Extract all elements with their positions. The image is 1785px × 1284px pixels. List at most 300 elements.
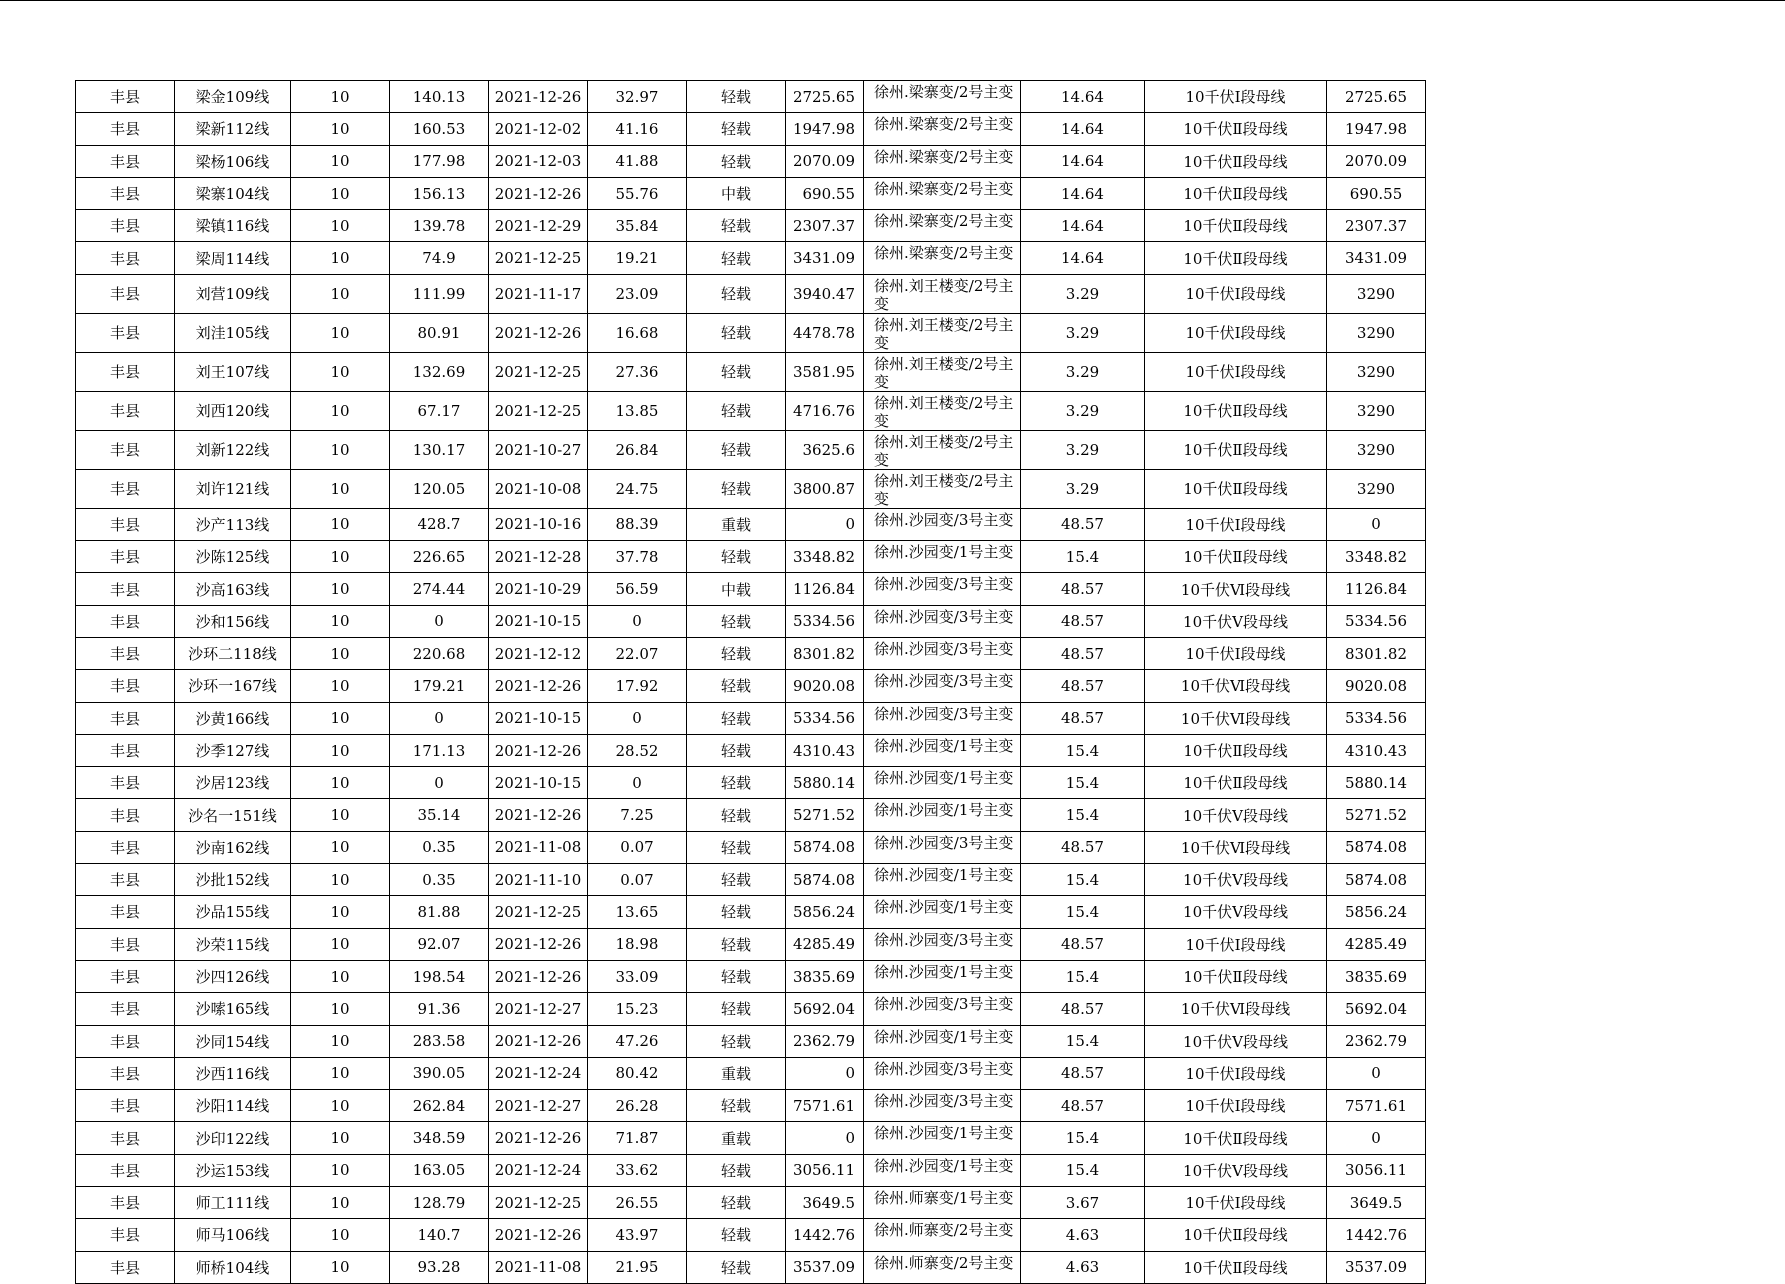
transformer-value-cell: 4.63 (1021, 1251, 1145, 1283)
voltage-cell: 10 (291, 391, 390, 430)
date-cell: 2021-10-15 (489, 767, 588, 799)
load-cell: 80.91 (390, 313, 489, 352)
load-status-cell: 轻载 (687, 145, 786, 177)
substation-cell: 徐州.沙园变/3号主变 (864, 605, 1021, 637)
load-status-cell: 轻载 (687, 242, 786, 274)
substation-cell: 徐州.沙园变/3号主变 (864, 1090, 1021, 1122)
load-status-cell: 轻载 (687, 274, 786, 313)
voltage-cell: 10 (291, 1154, 390, 1186)
capacity-cell: 690.55 (1327, 177, 1426, 209)
feeder-name-cell: 刘洼105线 (175, 313, 291, 352)
busbar-cell: 10千伏Ⅴ段母线 (1145, 1154, 1327, 1186)
voltage-cell: 10 (291, 430, 390, 469)
county-cell: 丰县 (76, 313, 175, 352)
transformer-value-cell: 14.64 (1021, 81, 1145, 113)
date-cell: 2021-12-26 (489, 1025, 588, 1057)
margin-cell: 5874.08 (786, 864, 864, 896)
feeder-name-cell: 沙和156线 (175, 605, 291, 637)
substation-cell: 徐州.师寨变/2号主变 (864, 1251, 1021, 1283)
feeder-name-cell: 梁金109线 (175, 81, 291, 113)
load-cell: 93.28 (390, 1251, 489, 1283)
table-row (76, 313, 1426, 352)
transformer-value-cell: 48.57 (1021, 928, 1145, 960)
feeder-name-cell: 沙印122线 (175, 1122, 291, 1154)
load-cell: 81.88 (390, 896, 489, 928)
transformer-value-cell: 48.57 (1021, 605, 1145, 637)
table-row (76, 242, 1426, 274)
capacity-cell: 5874.08 (1327, 831, 1426, 863)
load-rate-cell: 27.36 (588, 352, 687, 391)
voltage-cell: 10 (291, 469, 390, 508)
capacity-cell: 0 (1327, 1057, 1426, 1089)
county-cell: 丰县 (76, 767, 175, 799)
date-cell: 2021-12-26 (489, 960, 588, 992)
date-cell: 2021-10-15 (489, 702, 588, 734)
busbar-cell: 10千伏Ⅴ段母线 (1145, 864, 1327, 896)
voltage-cell: 10 (291, 352, 390, 391)
margin-cell: 3625.6 (786, 430, 864, 469)
load-status-cell: 轻载 (687, 928, 786, 960)
load-rate-cell: 47.26 (588, 1025, 687, 1057)
voltage-cell: 10 (291, 1025, 390, 1057)
date-cell: 2021-10-08 (489, 469, 588, 508)
margin-cell: 1126.84 (786, 573, 864, 605)
capacity-cell: 3290 (1327, 313, 1426, 352)
county-cell: 丰县 (76, 210, 175, 242)
transformer-value-cell: 48.57 (1021, 1090, 1145, 1122)
transformer-value-cell: 3.29 (1021, 274, 1145, 313)
margin-cell: 2070.09 (786, 145, 864, 177)
transformer-value-cell: 48.57 (1021, 670, 1145, 702)
capacity-cell: 2362.79 (1327, 1025, 1426, 1057)
feeder-name-cell: 沙环一167线 (175, 670, 291, 702)
substation-cell: 徐州.沙园变/1号主变 (864, 896, 1021, 928)
voltage-cell: 10 (291, 702, 390, 734)
table-row (76, 960, 1426, 992)
load-status-cell: 轻载 (687, 799, 786, 831)
county-cell: 丰县 (76, 177, 175, 209)
load-rate-cell: 43.97 (588, 1219, 687, 1251)
substation-cell: 徐州.沙园变/1号主变 (864, 960, 1021, 992)
transformer-value-cell: 3.67 (1021, 1187, 1145, 1219)
feeder-name-cell: 刘营109线 (175, 274, 291, 313)
load-status-cell: 轻载 (687, 864, 786, 896)
county-cell: 丰县 (76, 637, 175, 669)
county-cell: 丰县 (76, 702, 175, 734)
margin-cell: 5874.08 (786, 831, 864, 863)
substation-cell: 徐州.沙园变/1号主变 (864, 734, 1021, 766)
voltage-cell: 10 (291, 928, 390, 960)
load-cell: 262.84 (390, 1090, 489, 1122)
capacity-cell: 3290 (1327, 430, 1426, 469)
county-cell: 丰县 (76, 831, 175, 863)
transformer-value-cell: 48.57 (1021, 993, 1145, 1025)
transformer-value-cell: 14.64 (1021, 177, 1145, 209)
feeder-name-cell: 刘西120线 (175, 391, 291, 430)
feeder-name-cell: 刘新122线 (175, 430, 291, 469)
capacity-cell: 5271.52 (1327, 799, 1426, 831)
load-rate-cell: 35.84 (588, 210, 687, 242)
feeder-name-cell: 梁新112线 (175, 113, 291, 145)
date-cell: 2021-11-17 (489, 274, 588, 313)
feeder-name-cell: 梁镇116线 (175, 210, 291, 242)
load-cell: 140.7 (390, 1219, 489, 1251)
date-cell: 2021-12-03 (489, 145, 588, 177)
transformer-value-cell: 15.4 (1021, 541, 1145, 573)
busbar-cell: 10千伏Ⅱ段母线 (1145, 767, 1327, 799)
load-status-cell: 轻载 (687, 896, 786, 928)
margin-cell: 1442.76 (786, 1219, 864, 1251)
transformer-value-cell: 15.4 (1021, 864, 1145, 896)
load-rate-cell: 16.68 (588, 313, 687, 352)
load-rate-cell: 33.09 (588, 960, 687, 992)
voltage-cell: 10 (291, 1187, 390, 1219)
busbar-cell: 10千伏Ⅴ段母线 (1145, 896, 1327, 928)
load-cell: 92.07 (390, 928, 489, 960)
date-cell: 2021-12-12 (489, 637, 588, 669)
load-cell: 198.54 (390, 960, 489, 992)
load-cell: 0 (390, 767, 489, 799)
table-row (76, 81, 1426, 113)
table-row (76, 145, 1426, 177)
load-status-cell: 轻载 (687, 81, 786, 113)
date-cell: 2021-11-08 (489, 1251, 588, 1283)
table-row (76, 469, 1426, 508)
busbar-cell: 10千伏Ⅰ段母线 (1145, 352, 1327, 391)
load-rate-cell: 56.59 (588, 573, 687, 605)
load-cell: 74.9 (390, 242, 489, 274)
table-row (76, 508, 1426, 540)
transformer-value-cell: 15.4 (1021, 734, 1145, 766)
load-cell: 67.17 (390, 391, 489, 430)
margin-cell: 4310.43 (786, 734, 864, 766)
capacity-cell: 2725.65 (1327, 81, 1426, 113)
busbar-cell: 10千伏Ⅱ段母线 (1145, 469, 1327, 508)
capacity-cell: 2070.09 (1327, 145, 1426, 177)
busbar-cell: 10千伏Ⅰ段母线 (1145, 637, 1327, 669)
transformer-value-cell: 3.29 (1021, 313, 1145, 352)
margin-cell: 1947.98 (786, 113, 864, 145)
load-status-cell: 轻载 (687, 210, 786, 242)
load-status-cell: 轻载 (687, 430, 786, 469)
capacity-cell: 5856.24 (1327, 896, 1426, 928)
date-cell: 2021-10-15 (489, 605, 588, 637)
feeder-name-cell: 刘王107线 (175, 352, 291, 391)
date-cell: 2021-12-28 (489, 541, 588, 573)
load-cell: 226.65 (390, 541, 489, 573)
busbar-cell: 10千伏Ⅱ段母线 (1145, 1251, 1327, 1283)
table-row (76, 702, 1426, 734)
capacity-cell: 3431.09 (1327, 242, 1426, 274)
load-cell: 171.13 (390, 734, 489, 766)
margin-cell: 3835.69 (786, 960, 864, 992)
date-cell: 2021-12-26 (489, 670, 588, 702)
margin-cell: 3348.82 (786, 541, 864, 573)
capacity-cell: 5874.08 (1327, 864, 1426, 896)
load-rate-cell: 71.87 (588, 1122, 687, 1154)
capacity-cell: 4285.49 (1327, 928, 1426, 960)
capacity-cell: 3835.69 (1327, 960, 1426, 992)
busbar-cell: 10千伏Ⅰ段母线 (1145, 274, 1327, 313)
busbar-cell: 10千伏Ⅱ段母线 (1145, 960, 1327, 992)
date-cell: 2021-12-24 (489, 1154, 588, 1186)
margin-cell: 3800.87 (786, 469, 864, 508)
county-cell: 丰县 (76, 1219, 175, 1251)
county-cell: 丰县 (76, 352, 175, 391)
load-status-cell: 重载 (687, 1122, 786, 1154)
busbar-cell: 10千伏Ⅰ段母线 (1145, 313, 1327, 352)
capacity-cell: 5692.04 (1327, 993, 1426, 1025)
substation-cell: 徐州.刘王楼变/2号主变 (864, 391, 1021, 430)
busbar-cell: 10千伏Ⅴ段母线 (1145, 1025, 1327, 1057)
table-row (76, 573, 1426, 605)
voltage-cell: 10 (291, 508, 390, 540)
county-cell: 丰县 (76, 145, 175, 177)
county-cell: 丰县 (76, 993, 175, 1025)
margin-cell: 5692.04 (786, 993, 864, 1025)
table-row (76, 1187, 1426, 1219)
table-row (76, 352, 1426, 391)
transformer-value-cell: 48.57 (1021, 831, 1145, 863)
county-cell: 丰县 (76, 960, 175, 992)
load-cell: 160.53 (390, 113, 489, 145)
table-row (76, 1090, 1426, 1122)
date-cell: 2021-10-29 (489, 573, 588, 605)
load-cell: 163.05 (390, 1154, 489, 1186)
margin-cell: 2362.79 (786, 1025, 864, 1057)
feeder-name-cell: 沙南162线 (175, 831, 291, 863)
transformer-value-cell: 15.4 (1021, 960, 1145, 992)
date-cell: 2021-12-26 (489, 928, 588, 960)
substation-cell: 徐州.梁寨变/2号主变 (864, 177, 1021, 209)
load-cell: 140.13 (390, 81, 489, 113)
load-rate-cell: 0.07 (588, 831, 687, 863)
feeder-name-cell: 沙同154线 (175, 1025, 291, 1057)
substation-cell: 徐州.沙园变/1号主变 (864, 864, 1021, 896)
capacity-cell: 0 (1327, 508, 1426, 540)
load-rate-cell: 32.97 (588, 81, 687, 113)
load-rate-cell: 19.21 (588, 242, 687, 274)
substation-cell: 徐州.梁寨变/2号主变 (864, 242, 1021, 274)
date-cell: 2021-12-26 (489, 81, 588, 113)
voltage-cell: 10 (291, 1122, 390, 1154)
load-status-cell: 轻载 (687, 637, 786, 669)
busbar-cell: 10千伏Ⅱ段母线 (1145, 1219, 1327, 1251)
feeder-name-cell: 梁周114线 (175, 242, 291, 274)
table-row (76, 767, 1426, 799)
table-row (76, 670, 1426, 702)
transformer-value-cell: 48.57 (1021, 702, 1145, 734)
voltage-cell: 10 (291, 670, 390, 702)
transformer-value-cell: 14.64 (1021, 113, 1145, 145)
voltage-cell: 10 (291, 1251, 390, 1283)
load-status-cell: 轻载 (687, 960, 786, 992)
load-cell: 91.36 (390, 993, 489, 1025)
load-status-cell: 轻载 (687, 313, 786, 352)
substation-cell: 徐州.刘王楼变/2号主变 (864, 469, 1021, 508)
table-row (76, 605, 1426, 637)
table-row (76, 1057, 1426, 1089)
feeder-name-cell: 沙环二118线 (175, 637, 291, 669)
load-rate-cell: 80.42 (588, 1057, 687, 1089)
load-cell: 390.05 (390, 1057, 489, 1089)
load-cell: 348.59 (390, 1122, 489, 1154)
load-rate-cell: 23.09 (588, 274, 687, 313)
substation-cell: 徐州.沙园变/1号主变 (864, 1025, 1021, 1057)
feeder-name-cell: 沙产113线 (175, 508, 291, 540)
transformer-value-cell: 14.64 (1021, 210, 1145, 242)
load-status-cell: 轻载 (687, 993, 786, 1025)
voltage-cell: 10 (291, 864, 390, 896)
busbar-cell: 10千伏Ⅱ段母线 (1145, 541, 1327, 573)
date-cell: 2021-12-26 (489, 1219, 588, 1251)
date-cell: 2021-11-10 (489, 864, 588, 896)
busbar-cell: 10千伏Ⅱ段母线 (1145, 242, 1327, 274)
substation-cell: 徐州.沙园变/3号主变 (864, 670, 1021, 702)
load-cell: 132.69 (390, 352, 489, 391)
capacity-cell: 3290 (1327, 391, 1426, 430)
busbar-cell: 10千伏Ⅱ段母线 (1145, 113, 1327, 145)
load-cell: 139.78 (390, 210, 489, 242)
county-cell: 丰县 (76, 1090, 175, 1122)
county-cell: 丰县 (76, 391, 175, 430)
margin-cell: 3649.5 (786, 1187, 864, 1219)
capacity-cell: 5880.14 (1327, 767, 1426, 799)
load-rate-cell: 0 (588, 702, 687, 734)
voltage-cell: 10 (291, 831, 390, 863)
feeder-name-cell: 师工111线 (175, 1187, 291, 1219)
feeder-name-cell: 刘许121线 (175, 469, 291, 508)
load-status-cell: 轻载 (687, 831, 786, 863)
busbar-cell: 10千伏Ⅱ段母线 (1145, 145, 1327, 177)
county-cell: 丰县 (76, 1187, 175, 1219)
busbar-cell: 10千伏Ⅵ段母线 (1145, 702, 1327, 734)
feeder-name-cell: 沙季127线 (175, 734, 291, 766)
county-cell: 丰县 (76, 896, 175, 928)
busbar-cell: 10千伏Ⅰ段母线 (1145, 81, 1327, 113)
busbar-cell: 10千伏Ⅵ段母线 (1145, 573, 1327, 605)
county-cell: 丰县 (76, 508, 175, 540)
substation-cell: 徐州.沙园变/3号主变 (864, 508, 1021, 540)
substation-cell: 徐州.梁寨变/2号主变 (864, 210, 1021, 242)
county-cell: 丰县 (76, 541, 175, 573)
county-cell: 丰县 (76, 799, 175, 831)
load-cell: 0 (390, 605, 489, 637)
load-status-cell: 轻载 (687, 1025, 786, 1057)
substation-cell: 徐州.师寨变/1号主变 (864, 1187, 1021, 1219)
substation-cell: 徐州.梁寨变/2号主变 (864, 81, 1021, 113)
feeder-name-cell: 沙批152线 (175, 864, 291, 896)
load-rate-cell: 15.23 (588, 993, 687, 1025)
capacity-cell: 3649.5 (1327, 1187, 1426, 1219)
table-row (76, 864, 1426, 896)
load-rate-cell: 22.07 (588, 637, 687, 669)
feeder-name-cell: 沙名一151线 (175, 799, 291, 831)
busbar-cell: 10千伏Ⅵ段母线 (1145, 670, 1327, 702)
margin-cell: 0 (786, 508, 864, 540)
substation-cell: 徐州.沙园变/3号主变 (864, 831, 1021, 863)
load-rate-cell: 0 (588, 605, 687, 637)
capacity-cell: 3290 (1327, 352, 1426, 391)
capacity-cell: 5334.56 (1327, 605, 1426, 637)
county-cell: 丰县 (76, 864, 175, 896)
load-cell: 283.58 (390, 1025, 489, 1057)
voltage-cell: 10 (291, 242, 390, 274)
table-body (76, 81, 1426, 1284)
margin-cell: 2725.65 (786, 81, 864, 113)
load-rate-cell: 13.65 (588, 896, 687, 928)
load-status-cell: 轻载 (687, 605, 786, 637)
load-status-cell: 轻载 (687, 541, 786, 573)
county-cell: 丰县 (76, 573, 175, 605)
capacity-cell: 1947.98 (1327, 113, 1426, 145)
busbar-cell: 10千伏Ⅰ段母线 (1145, 1090, 1327, 1122)
date-cell: 2021-12-26 (489, 177, 588, 209)
load-status-cell: 轻载 (687, 391, 786, 430)
table-row (76, 928, 1426, 960)
transformer-value-cell: 3.29 (1021, 430, 1145, 469)
load-status-cell: 轻载 (687, 767, 786, 799)
capacity-cell: 3056.11 (1327, 1154, 1426, 1186)
transformer-value-cell: 15.4 (1021, 896, 1145, 928)
date-cell: 2021-12-25 (489, 352, 588, 391)
load-status-cell: 中载 (687, 573, 786, 605)
load-cell: 0 (390, 702, 489, 734)
feeder-name-cell: 沙嗦165线 (175, 993, 291, 1025)
substation-cell: 徐州.刘王楼变/2号主变 (864, 430, 1021, 469)
voltage-cell: 10 (291, 767, 390, 799)
table-row (76, 177, 1426, 209)
margin-cell: 5334.56 (786, 702, 864, 734)
busbar-cell: 10千伏Ⅴ段母线 (1145, 605, 1327, 637)
substation-cell: 徐州.师寨变/2号主变 (864, 1219, 1021, 1251)
busbar-cell: 10千伏Ⅰ段母线 (1145, 1187, 1327, 1219)
table-row (76, 734, 1426, 766)
transformer-value-cell: 15.4 (1021, 1025, 1145, 1057)
voltage-cell: 10 (291, 210, 390, 242)
feeder-name-cell: 沙高163线 (175, 573, 291, 605)
substation-cell: 徐州.沙园变/3号主变 (864, 993, 1021, 1025)
substation-cell: 徐州.沙园变/3号主变 (864, 1057, 1021, 1089)
feeder-name-cell: 梁寨104线 (175, 177, 291, 209)
load-rate-cell: 41.88 (588, 145, 687, 177)
load-rate-cell: 7.25 (588, 799, 687, 831)
busbar-cell: 10千伏Ⅱ段母线 (1145, 734, 1327, 766)
load-rate-cell: 21.95 (588, 1251, 687, 1283)
substation-cell: 徐州.刘王楼变/2号主变 (864, 313, 1021, 352)
top-rule (0, 0, 1785, 1)
load-rate-cell: 41.16 (588, 113, 687, 145)
county-cell: 丰县 (76, 1122, 175, 1154)
transformer-value-cell: 4.63 (1021, 1219, 1145, 1251)
load-status-cell: 轻载 (687, 469, 786, 508)
date-cell: 2021-11-08 (489, 831, 588, 863)
voltage-cell: 10 (291, 541, 390, 573)
county-cell: 丰县 (76, 430, 175, 469)
capacity-cell: 7571.61 (1327, 1090, 1426, 1122)
load-status-cell: 轻载 (687, 1219, 786, 1251)
voltage-cell: 10 (291, 1219, 390, 1251)
load-rate-cell: 0.07 (588, 864, 687, 896)
busbar-cell: 10千伏Ⅵ段母线 (1145, 993, 1327, 1025)
load-rate-cell: 33.62 (588, 1154, 687, 1186)
substation-cell: 徐州.沙园变/3号主变 (864, 702, 1021, 734)
voltage-cell: 10 (291, 81, 390, 113)
margin-cell: 3431.09 (786, 242, 864, 274)
load-status-cell: 轻载 (687, 1090, 786, 1122)
date-cell: 2021-12-25 (489, 1187, 588, 1219)
load-cell: 177.98 (390, 145, 489, 177)
